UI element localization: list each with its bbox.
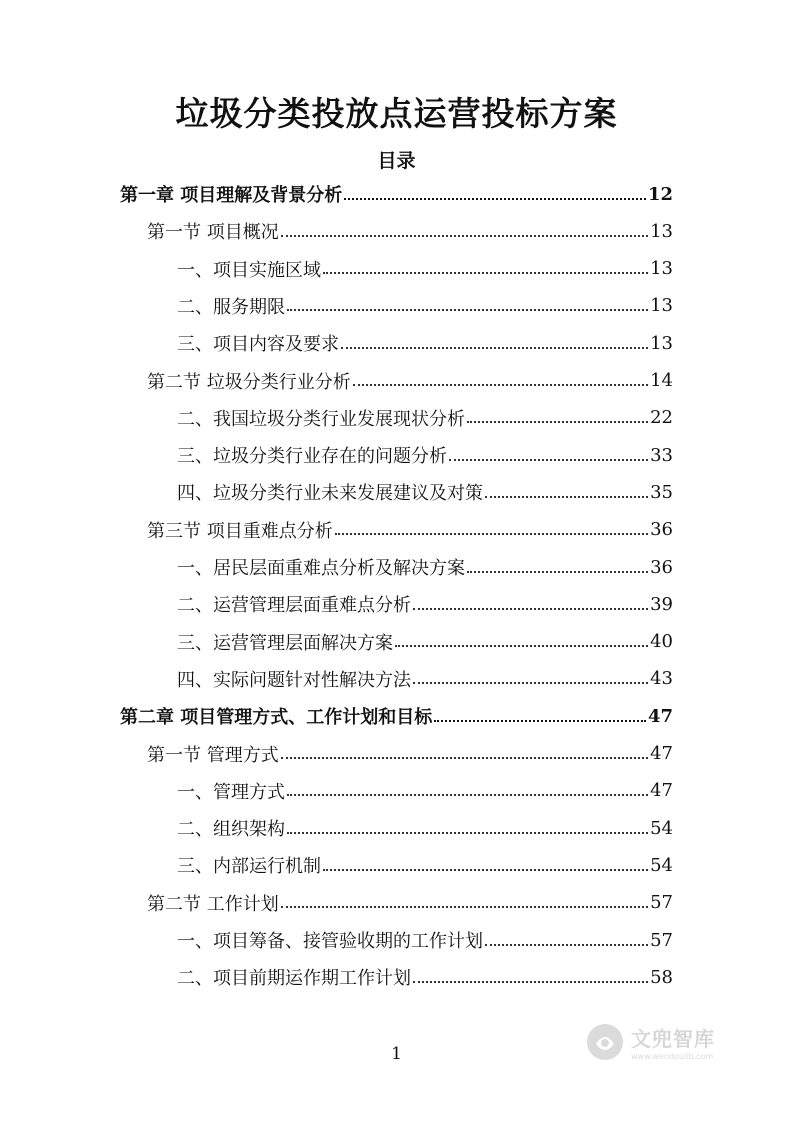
toc-entry-label: 第三节 项目重难点分析 — [147, 520, 333, 542]
toc-subsection-entry[interactable] — [177, 251, 673, 287]
toc-entry-page: 57 — [650, 892, 673, 914]
toc-entry-page: 22 — [650, 407, 673, 429]
toc-subsection-entry[interactable] — [177, 549, 673, 585]
toc-entry-label: 三、运营管理层面解决方案 — [177, 632, 393, 654]
toc-subsection-entry[interactable] — [177, 847, 673, 883]
toc-entry-label: 一、项目实施区域 — [177, 259, 321, 281]
toc-entry-label: 第二章 项目管理方式、工作计划和目标 — [120, 707, 433, 729]
toc-dot-leader — [281, 234, 648, 237]
watermark-url: www.wendoulib.com — [631, 1052, 714, 1061]
toc-entry-label: 四、垃圾分类行业未来发展建议及对策 — [177, 483, 483, 505]
watermark-name: 文兜智库 — [631, 1027, 715, 1051]
toc-entry-label: 第二节 垃圾分类行业分析 — [147, 371, 351, 393]
toc-entry-page: 36 — [650, 556, 673, 578]
toc-dot-leader — [413, 980, 648, 983]
toc-dot-leader — [323, 271, 648, 274]
toc-dot-leader — [395, 644, 648, 647]
toc-entry-page: 40 — [650, 631, 673, 653]
toc-entry-label: 一、居民层面重难点分析及解决方案 — [177, 558, 465, 579]
toc-entry-page: 54 — [650, 817, 673, 839]
toc-entry-label: 第二节 工作计划 — [147, 893, 279, 915]
toc-entry-page: 47 — [650, 780, 673, 802]
toc-dot-leader — [287, 308, 648, 311]
toc-dot-leader — [485, 943, 648, 946]
toc-entry-page: 14 — [650, 370, 673, 391]
toc-entry-page: 13 — [650, 258, 673, 280]
toc-entry-page: 33 — [650, 444, 673, 466]
toc-entry-page: 57 — [650, 929, 673, 951]
toc-entry-label: 二、项目前期运作期工作计划 — [177, 968, 411, 990]
toc-subsection-entry[interactable] — [177, 325, 673, 361]
toc-dot-leader — [323, 868, 648, 871]
toc-entry-page: 35 — [650, 481, 673, 503]
toc-dot-leader — [287, 831, 648, 834]
toc-entry-page: 58 — [650, 966, 673, 988]
toc-dot-leader — [485, 495, 648, 498]
toc-subsection-entry[interactable] — [177, 624, 673, 660]
toc-dot-leader — [467, 420, 648, 423]
toc-subsection-entry[interactable] — [177, 922, 673, 958]
toc-entry-label: 三、垃圾分类行业存在的问题分析 — [177, 446, 447, 468]
toc-entry-page: 43 — [650, 668, 673, 690]
toc-dot-leader — [281, 756, 648, 759]
toc-dot-leader — [434, 719, 646, 722]
toc-entry-page: 13 — [650, 220, 673, 242]
toc-subsection-entry[interactable] — [177, 288, 673, 324]
wendou-logo-icon — [585, 1022, 625, 1062]
toc-dot-leader — [281, 905, 648, 908]
toc-dot-leader — [335, 532, 648, 535]
toc-entry-label: 第一节 管理方式 — [147, 744, 279, 766]
document-title: 垃圾分类投放点运营投标方案 — [175, 94, 618, 133]
toc-entry-label: 三、项目内容及要求 — [177, 334, 339, 356]
toc-section-entry[interactable] — [147, 363, 673, 399]
toc-entry-label: 二、我国垃圾分类行业发展现状分析 — [177, 408, 465, 430]
watermark — [585, 1018, 755, 1066]
toc-heading: 目录 — [377, 150, 416, 172]
toc-entry-page: 12 — [647, 183, 673, 205]
toc-entry-label: 二、组织架构 — [177, 819, 285, 841]
toc-dot-leader — [353, 383, 648, 386]
toc-dot-leader — [413, 681, 648, 684]
toc-entry-page: 47 — [647, 705, 673, 727]
toc-dot-leader — [287, 793, 648, 796]
toc-entry-label: 四、实际问题针对性解决方法 — [177, 669, 411, 691]
toc-section-entry[interactable] — [147, 885, 673, 921]
toc-entry-label: 一、项目筹备、接管验收期的工作计划 — [177, 931, 483, 952]
toc-entry-label: 一、管理方式 — [177, 781, 285, 803]
toc-subsection-entry[interactable] — [177, 773, 673, 809]
toc-dot-leader — [413, 607, 648, 610]
toc-subsection-entry[interactable] — [177, 661, 673, 697]
toc-chapter-entry[interactable] — [120, 176, 673, 212]
toc-subsection-entry[interactable] — [177, 474, 673, 510]
toc-subsection-entry[interactable] — [177, 437, 673, 473]
toc-entry-label: 第一章 项目理解及背景分析 — [120, 185, 343, 206]
toc-dot-leader — [467, 570, 648, 573]
toc-section-entry[interactable] — [147, 512, 673, 548]
toc-entry-page: 13 — [650, 295, 673, 317]
toc-section-entry[interactable] — [147, 736, 673, 772]
toc-entry-page: 13 — [650, 332, 673, 354]
toc-entry-label: 二、服务期限 — [177, 296, 285, 318]
toc-subsection-entry[interactable] — [177, 586, 673, 622]
toc-dot-leader — [449, 458, 648, 461]
toc-chapter-entry[interactable] — [120, 698, 673, 734]
toc-section-entry[interactable] — [147, 213, 673, 249]
toc-entry-label: 第一节 项目概况 — [147, 222, 279, 244]
page-number: 1 — [391, 1044, 402, 1064]
toc-dot-leader — [341, 346, 648, 349]
toc-dot-leader — [344, 197, 646, 200]
toc-subsection-entry[interactable] — [177, 400, 673, 436]
toc-entry-page: 54 — [650, 854, 673, 876]
toc-entry-page: 36 — [650, 519, 673, 541]
toc-subsection-entry[interactable] — [177, 810, 673, 846]
toc-entry-label: 三、内部运行机制 — [177, 856, 321, 878]
toc-entry-page: 39 — [650, 593, 673, 615]
toc-entry-page: 47 — [650, 743, 673, 764]
toc-entry-label: 二、运营管理层面重难点分析 — [177, 595, 411, 617]
toc-subsection-entry[interactable] — [177, 959, 673, 995]
